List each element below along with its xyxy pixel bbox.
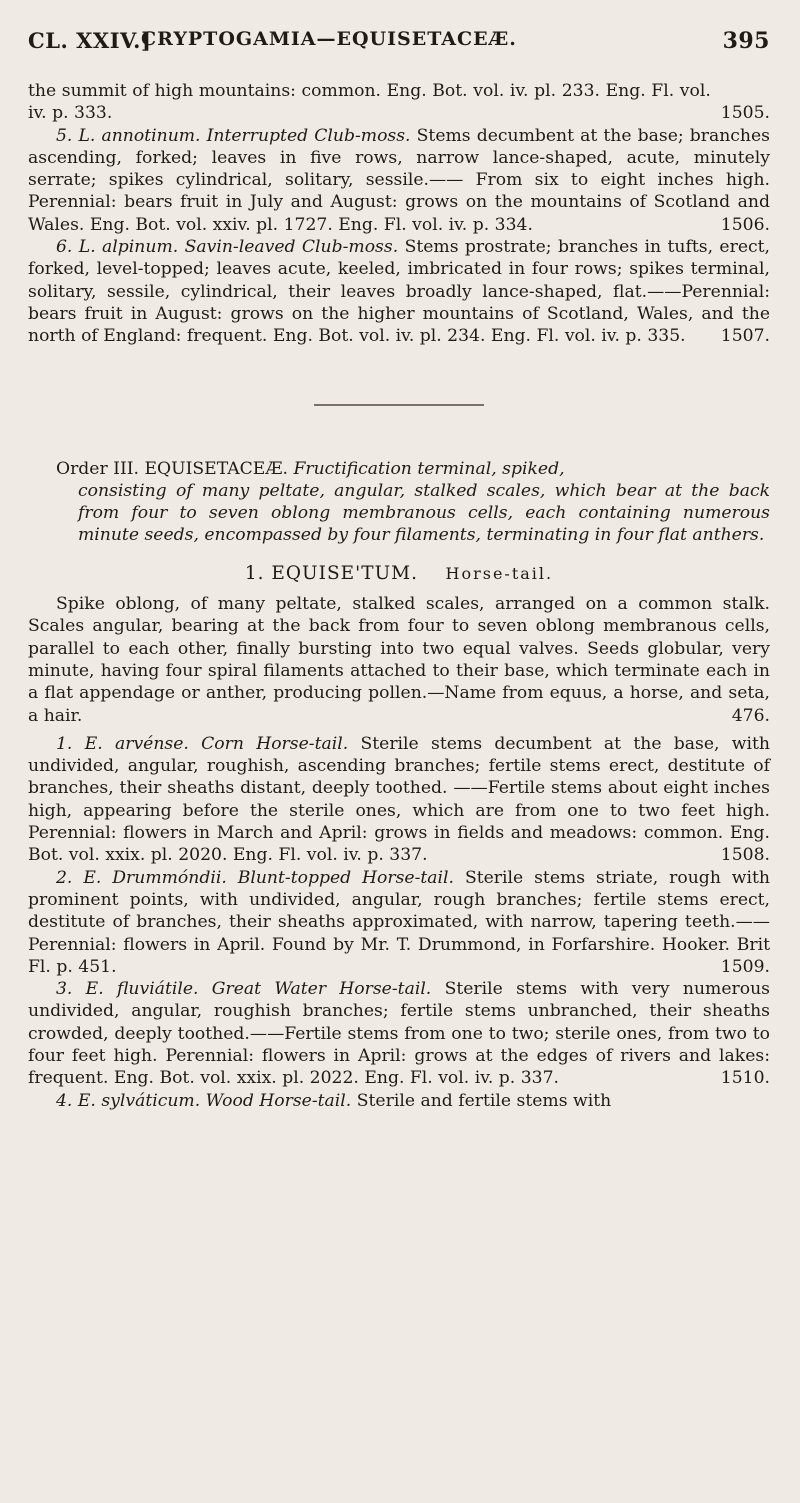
- continuation-number: 1505.: [720, 103, 770, 124]
- species-entry-fluviatile: [28, 978, 770, 1089]
- species-entry-sylvaticum: [28, 1090, 770, 1112]
- order-text: consisting of many peltate, angular, stalked scales, which bear at the back from four to seven oblong membranous cells, each containing numerous minute seeds, encompassed by four filaments, terminating in four flat anthers.: [78, 480, 770, 546]
- species-entry-alpinum: [28, 236, 770, 347]
- genus-common-name: Horse-tail.: [445, 563, 554, 583]
- species-entry-annotinum: [28, 125, 770, 236]
- species-name: 2. E. Drummóndii. Blunt-topped Horse-tail.: [56, 867, 455, 888]
- order-heading: [28, 458, 770, 480]
- running-header: [28, 22, 770, 62]
- order-description: [28, 458, 770, 547]
- section-divider: [314, 404, 484, 406]
- species-name: 4. E. sylváticum. Wood Horse-tail.: [56, 1090, 352, 1111]
- species-name: 6. L. alpinum. Savin-leaved Club-moss.: [56, 237, 399, 258]
- species-entry-drummondii: [28, 867, 770, 978]
- species-description: Sterile stems with very numerous undivided, angular, roughish branches; fertile stems unbranched, their sheaths crowded, deeply toothed.——Fertile stems from one to two; sterile ones, from two to four feet high. Perennial: flowers in April: grows at the edges of rivers and lakes: frequent. Eng. Bot. vol. xxix. pl. 2022. Eng. Fl. vol. iv. p. 337.: [28, 979, 770, 1089]
- species-entry-arvense: [28, 733, 770, 867]
- page-number: 395: [722, 28, 770, 54]
- species-number: 1510.: [720, 1068, 770, 1089]
- species-name: 5. L. annotinum. Interrupted Club-moss.: [56, 125, 411, 146]
- species-number: 1509.: [720, 956, 770, 977]
- species-description: Sterile stems decumbent at the base, with undivided, angular, roughish, ascending branches; fertile stems erect, destitute of branches, their sheaths distant, deeply toothed. ——Fertile stems about eight inches high, appearing before the sterile ones, which are from one to two feet high. Perennial: flowers in March and April: grows in fields and meadows: common. Eng. Bot. vol. xxix. pl. 2020. Eng. Fl. vol. iv. p. 337.: [28, 733, 770, 866]
- species-description: Sterile and fertile stems with: [356, 1090, 612, 1111]
- species-name: 1. E. arvénse. Corn Horse-tail.: [56, 733, 349, 754]
- order-label: Order III. EQUISETACEÆ.: [56, 458, 288, 479]
- genus-heading: [28, 563, 770, 585]
- species-description: Sterile stems striate, rough with prominent points, with undivided, angular, rough branches; fertile stems erect, destitute of branches, their sheaths approximated, with narrow, tapering teeth.——Perennial: flowers in April. Found by Mr. T. Drummond, in Forfarshire. Hooker. Brit Fl. p. 451.: [28, 867, 770, 977]
- genus-text: Spike oblong, of many peltate, stalked scales, arranged on a common stalk. Scales angular, bearing at the back from four to seven oblong membranous cells, parallel to each other, finally bursting into two equal valves. Seeds globular, very minute, having four spiral filaments attached to their base, which terminate each in a flat appendage or anther, producing pollen.—Name from equus, a horse, and seta, a hair.: [28, 594, 770, 726]
- page-body: [28, 80, 770, 1112]
- lycopodium-continuation: [28, 80, 770, 125]
- continuation-text: the summit of high mountains: common. Eng. Bot. vol. iv. pl. 233. Eng. Fl. vol. iv. p. 333.: [28, 81, 711, 124]
- species-description: Stems decumbent at the base; branches ascending, forked; leaves in five rows, narrow lance-shaped, acute, minutely serrate; spikes cylindrical, solitary, sessile.—— From six to eight inches high. Perennial: bears fruit in July and August: grows on the mountains of Scotland and Wales. Eng. Bot. vol. xxiv. pl. 1727. Eng. Fl. vol. iv. p. 334.: [28, 125, 770, 235]
- header-title: CRYPTOGAMIA—EQUISETACEÆ.: [141, 28, 517, 50]
- species-name: 3. E. fluviátile. Great Water Horse-tail.: [56, 979, 432, 1000]
- species-number: 1508.: [720, 845, 770, 866]
- species-number: 1507.: [720, 326, 770, 347]
- species-description: Stems prostrate; branches in tufts, erect, forked, level-topped; leaves acute, keeled, imbricated in four rows; spikes terminal, solitary, sessile, cylindrical, their leaves broadly lance-shaped, flat.——Perennial: bears fruit in August: grows on the higher mountains of Scotland, Wales, and the north of England: frequent. Eng. Bot. vol. iv. pl. 234. Eng. Fl. vol. iv. p. 335.: [28, 237, 770, 347]
- genus-title: 1. EQUISE'TUM.: [244, 562, 418, 584]
- genus-description: [28, 593, 770, 727]
- header-class-label: CL. XXIV.]: [28, 28, 152, 53]
- order-text-first: Fructification terminal, spiked,: [293, 458, 565, 479]
- genus-number: 476.: [731, 705, 770, 726]
- species-number: 1506.: [720, 214, 770, 235]
